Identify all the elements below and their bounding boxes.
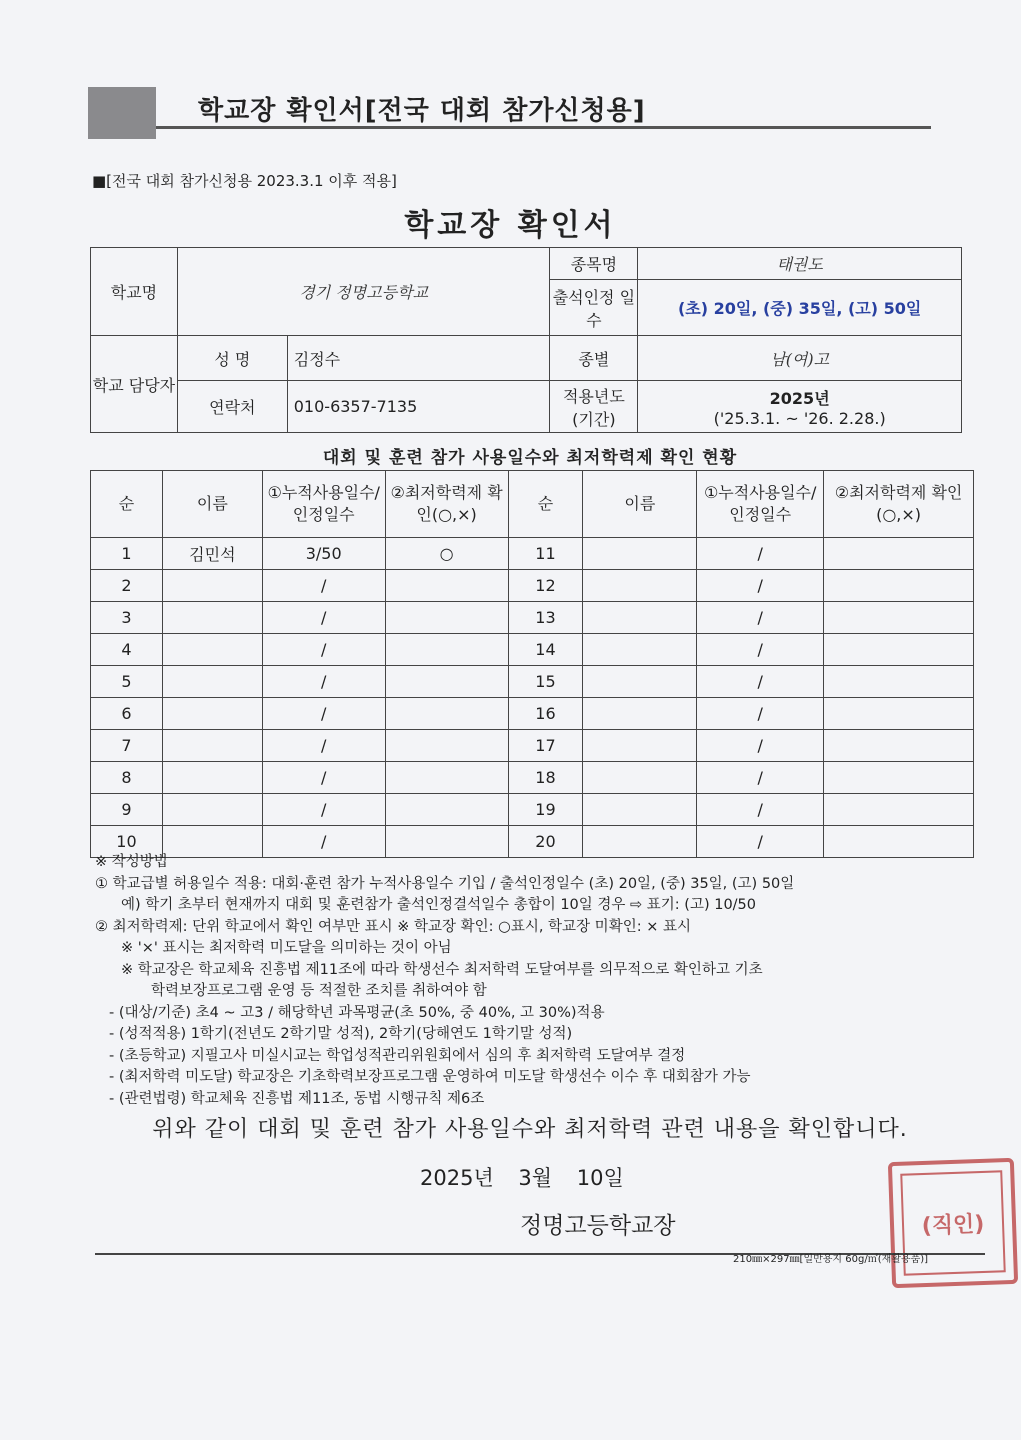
used-days: 3/50 xyxy=(262,538,385,570)
row-number: 10 xyxy=(91,826,163,858)
row-number: 9 xyxy=(91,794,163,826)
table-row xyxy=(91,538,974,570)
student-name xyxy=(162,666,262,698)
row-number: 14 xyxy=(508,634,583,666)
academic-check xyxy=(824,762,974,794)
academic-check xyxy=(824,666,974,698)
used-days: / xyxy=(697,634,824,666)
student-name: 김민석 xyxy=(162,538,262,570)
row-number: 13 xyxy=(508,602,583,634)
row-number: 5 xyxy=(91,666,163,698)
row-number: 15 xyxy=(508,666,583,698)
student-name xyxy=(583,794,697,826)
student-name xyxy=(162,794,262,826)
header-check-right: ②최저학력제 확인(○,×) xyxy=(824,471,974,538)
header-no-left: 순 xyxy=(91,471,163,538)
used-days: / xyxy=(262,602,385,634)
student-name xyxy=(583,570,697,602)
note-grades: - (성적적용) 1학기(전년도 2학기말 성적), 2학기(당해연도 1학기말 성적) xyxy=(109,1026,573,1042)
academic-check xyxy=(385,730,508,762)
academic-check xyxy=(385,794,508,826)
academic-check xyxy=(385,762,508,794)
academic-check xyxy=(824,570,974,602)
used-days: / xyxy=(697,730,824,762)
used-days: / xyxy=(262,666,385,698)
used-days: / xyxy=(697,794,824,826)
note-1: ① 학교급별 허용일수 적용: 대회·훈련 참가 누적사용일수 기입 / 출석인정일수 (초) 20일, (중) 35일, (고) 50일 xyxy=(95,875,795,892)
note-2-b: ※ 학교장은 학교체육 진흥법 제11조에 따라 학생선수 최저학력 도달여부를 의무적으로 확인하고 기초 xyxy=(121,961,763,978)
sport-value: 태권도 xyxy=(638,248,962,280)
attendance-label: 출석인정 일수 xyxy=(550,280,638,336)
row-number: 17 xyxy=(508,730,583,762)
student-name xyxy=(583,698,697,730)
note-2-b-cont: 학력보장프로그램 운영 등 적절한 조치를 취하여야 함 xyxy=(151,983,487,999)
student-name xyxy=(583,762,697,794)
used-days: / xyxy=(262,570,385,602)
form-subnote: ■[전국 대회 참가신청용 2023.3.1 이후 적용] xyxy=(92,172,397,190)
header-name-left: 이름 xyxy=(162,471,262,538)
student-name xyxy=(162,634,262,666)
info-table xyxy=(90,247,962,433)
contact-value: 010-6357-7135 xyxy=(287,381,550,433)
student-name xyxy=(162,602,262,634)
table-header-row xyxy=(91,471,974,538)
confirmation-statement: 위와 같이 대회 및 훈련 참가 사용일수와 최저학력 관련 내용을 확인합니다. xyxy=(152,1117,908,1142)
header-title: 학교장 확인서[전국 대회 참가신청용] xyxy=(198,96,646,126)
note-2-a: ※ '×' 표시는 최저학력 미도달을 의미하는 것이 아님 xyxy=(121,940,452,956)
header-marker xyxy=(88,87,156,139)
used-days: / xyxy=(262,634,385,666)
name-value: 김정수 xyxy=(287,336,550,381)
table-row xyxy=(91,730,974,762)
school-label: 학교명 xyxy=(91,248,178,336)
status-table xyxy=(90,470,974,858)
used-days: / xyxy=(697,826,824,858)
student-name xyxy=(583,538,697,570)
year-label: 적용년도 (기간) xyxy=(550,381,638,433)
student-name xyxy=(162,762,262,794)
student-name xyxy=(583,666,697,698)
table-row xyxy=(91,666,974,698)
header-days-left: ①누적사용일수/인정일수 xyxy=(262,471,385,538)
gender-label: 종별 xyxy=(550,336,638,381)
note-minimum: - (최저학력 미도달) 학교장은 기초학력보장프로그램 운영하여 미도달 학생선수 이수 후 대회참가 가능 xyxy=(109,1069,751,1085)
row-number: 12 xyxy=(508,570,583,602)
section-title: 대회 및 훈련 참가 사용일수와 최저학력제 확인 현황 xyxy=(322,448,738,468)
academic-check xyxy=(385,570,508,602)
year-value: 2025년 xyxy=(769,388,830,408)
name-label: 성 명 xyxy=(177,336,287,381)
writing-instructions xyxy=(95,852,995,1110)
academic-check xyxy=(824,538,974,570)
seal-text: (직인) xyxy=(921,1211,985,1240)
gender-value: 남(여)고 xyxy=(638,336,962,381)
note-1-example: 예) 학기 초부터 현재까지 대회 및 훈련참가 출석인정결석일수 총합이 10일 경우 ⇨ 표기: (고) 10/50 xyxy=(121,897,757,913)
academic-check xyxy=(824,634,974,666)
academic-check xyxy=(824,602,974,634)
used-days: / xyxy=(697,698,824,730)
academic-check: ○ xyxy=(385,538,508,570)
student-name xyxy=(162,730,262,762)
year-cell xyxy=(638,381,962,433)
academic-check xyxy=(824,730,974,762)
table-row xyxy=(91,570,974,602)
row-number: 20 xyxy=(508,826,583,858)
header-name-right: 이름 xyxy=(583,471,697,538)
used-days: / xyxy=(697,762,824,794)
row-number: 11 xyxy=(508,538,583,570)
row-number: 1 xyxy=(91,538,163,570)
period-value: ('25.3.1. ~ '26. 2.28.) xyxy=(713,408,886,428)
signing-date: 2025년 3월 10일 xyxy=(420,1166,624,1190)
attendance-value: (초) 20일, (중) 35일, (고) 50일 xyxy=(638,280,962,336)
table-row xyxy=(91,794,974,826)
school-value: 경기 정명고등학교 xyxy=(177,248,550,336)
student-name xyxy=(162,570,262,602)
note-target: - (대상/기준) 초4 ~ 고3 / 해당학년 과목평균(초 50%, 중 40%, 고 30%)적용 xyxy=(109,1004,605,1021)
row-number: 6 xyxy=(91,698,163,730)
row-number: 4 xyxy=(91,634,163,666)
academic-check xyxy=(385,634,508,666)
used-days: / xyxy=(697,538,824,570)
used-days: / xyxy=(697,666,824,698)
used-days: / xyxy=(697,570,824,602)
academic-check xyxy=(824,794,974,826)
row-number: 19 xyxy=(508,794,583,826)
table-row xyxy=(91,634,974,666)
student-name xyxy=(162,698,262,730)
used-days: / xyxy=(262,698,385,730)
note-law: - (관련법령) 학교체육 진흥법 제11조, 동법 시행규칙 제6조 xyxy=(109,1090,485,1107)
manager-label: 학교 담당자 xyxy=(91,336,178,433)
note-elementary: - (초등학교) 지필고사 미실시교는 학업성적관리위원회에서 심의 후 최저학력 도달여부 결정 xyxy=(109,1047,686,1064)
used-days: / xyxy=(697,602,824,634)
contact-label: 연락처 xyxy=(177,381,287,433)
academic-check xyxy=(824,698,974,730)
official-seal xyxy=(888,1158,1018,1288)
used-days: / xyxy=(262,730,385,762)
row-number: 2 xyxy=(91,570,163,602)
header-check-left: ②최저학력제 확인(○,×) xyxy=(385,471,508,538)
sport-label: 종목명 xyxy=(550,248,638,280)
student-name xyxy=(583,730,697,762)
row-number: 16 xyxy=(508,698,583,730)
note-2: ② 최저학력제: 단위 학교에서 확인 여부만 표시 ※ 학교장 확인: ○표시, 학교장 미확인: × 표시 xyxy=(95,918,691,935)
table-row xyxy=(91,762,974,794)
principal-signature: 정명고등학교장 xyxy=(520,1213,676,1239)
paper-spec: 210㎜×297㎜[일반용지 60g/㎡(재활용품)] xyxy=(733,1254,929,1265)
header-days-right: ①누적사용일수/인정일수 xyxy=(697,471,824,538)
academic-check xyxy=(385,698,508,730)
row-number: 18 xyxy=(508,762,583,794)
row-number: 3 xyxy=(91,602,163,634)
row-number: 8 xyxy=(91,762,163,794)
table-row xyxy=(91,602,974,634)
student-name xyxy=(583,602,697,634)
academic-check xyxy=(385,666,508,698)
document-title: 학교장 확인서 xyxy=(404,208,617,243)
note-heading: ※ 작성방법 xyxy=(95,854,168,870)
header-rule xyxy=(156,126,931,129)
row-number: 7 xyxy=(91,730,163,762)
table-row xyxy=(91,698,974,730)
used-days: / xyxy=(262,826,385,858)
academic-check xyxy=(385,602,508,634)
used-days: / xyxy=(262,794,385,826)
header-no-right: 순 xyxy=(508,471,583,538)
student-name xyxy=(583,634,697,666)
used-days: / xyxy=(262,762,385,794)
